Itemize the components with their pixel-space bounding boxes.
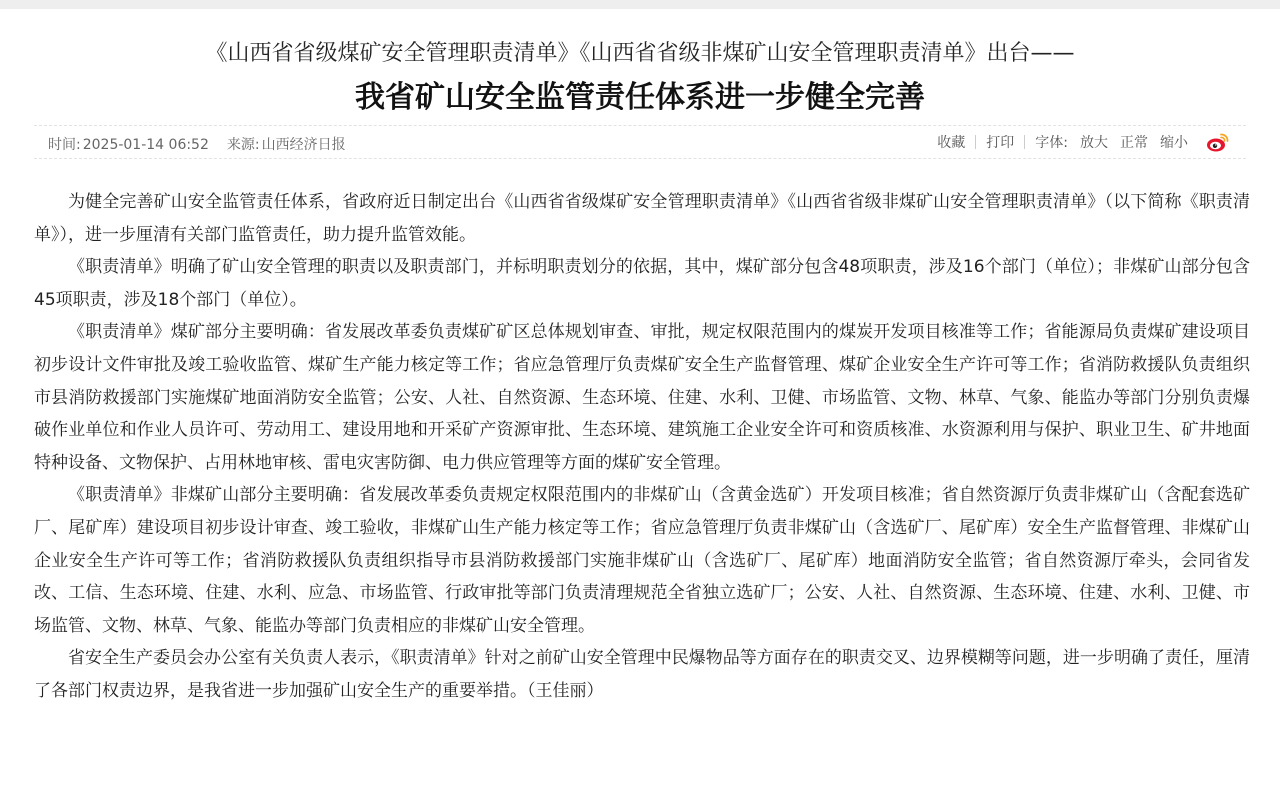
font-small-button[interactable]: 缩小 bbox=[1160, 135, 1188, 151]
time-label: 时间: bbox=[48, 137, 81, 153]
source-label: 来源: bbox=[226, 137, 260, 153]
paragraph: 《职责清单》非煤矿山部分主要明确：省发展改革委负责规定权限范围内的非煤矿山（含黄金选矿）开发项目核准；省自然资源厅负责非煤矿山（含配套选矿厂、尾矿库）建设项目初步设计审查、竣工验收，非煤矿山生产能力核定等工作；省应急管理厅负责非煤矿山（含选矿厂、尾矿库）安全生产监督管理、非煤矿山企业安全生产许可等工作；省消防救援队负责组织指导市县消防救援部门实施非煤矿山（含选矿厂、尾矿库）地面消防安全监管；省自然资源厅牵头，会同省发改、工信、生态环境、住建、水利、应急、市场监管、行政审批等部门负责清理规范全省独立选矿厂；公安、人社、自然资源、生态环境、住建、水利、卫健、市场监管、文物、林草、气象、能监办等部门负责相应的非煤矿山安全管理。 bbox=[34, 485, 1250, 636]
article-title: 我省矿山安全监管责任体系进一步健全完善 bbox=[355, 80, 925, 115]
paragraph: 《职责清单》煤矿部分主要明确：省发展改革委负责煤矿矿区总体规划审查、审批，规定权限范围内的煤炭开发项目核准等工作；省能源局负责煤矿建设项目初步设计文件审批及竣工验收监管、煤矿生产能力核定等工作；省应急管理厅负责煤矿安全生产监督管理、煤矿企业安全生产许可等工作；省消防救援队负责组织市县消防救援部门实施煤矿地面消防安全监管；公安、人社、自然资源、生态环境、住建、水利、卫健、市场监管、文物、林草、气象、能监办等部门分别负责爆破作业单位和作业人员许可、劳动用工、建设用地和开采矿产资源审批、生态环境、建筑施工企业安全许可和资质核准、水资源利用与保护、职业卫生、矿井地面特种设备、文物保护、占用林地审核、雷电灾害防御、电力供应管理等方面的煤矿安全管理。 bbox=[34, 322, 1250, 473]
article-subtitle: 《山西省省级煤矿安全管理职责清单》《山西省省级非煤矿山安全管理职责清单》出台—— bbox=[205, 41, 1075, 66]
article-meta bbox=[48, 134, 348, 154]
time-value: 2025-01-14 06:52 bbox=[82, 137, 209, 153]
article-meta-bar bbox=[34, 125, 1246, 159]
tool-divider bbox=[975, 135, 976, 149]
article-body bbox=[34, 186, 1250, 708]
paragraph: 《职责清单》明确了矿山安全管理的职责以及职责部门，并标明职责划分的依据，其中，煤矿部分包含48项职责，涉及16个部门（单位）；非煤矿山部分包含45项职责，涉及18个部门（单位）。 bbox=[34, 257, 1250, 310]
source-value: 山西经济日报 bbox=[261, 137, 346, 153]
top-band bbox=[0, 0, 1280, 9]
article-tools bbox=[937, 131, 1230, 153]
font-normal-button[interactable]: 正常 bbox=[1120, 135, 1148, 151]
tool-divider bbox=[1024, 135, 1025, 149]
weibo-icon[interactable] bbox=[1206, 131, 1230, 153]
favorite-button[interactable]: 收藏 bbox=[937, 135, 966, 151]
paragraph: 省安全生产委员会办公室有关负责人表示，《职责清单》针对之前矿山安全管理中民爆物品等方面存在的职责交叉、边界模糊等问题，进一步明确了责任，厘清了各部门权责边界，是我省进一步加强矿山安全生产的重要举措。（王佳丽） bbox=[34, 648, 1250, 701]
font-large-button[interactable]: 放大 bbox=[1080, 135, 1108, 151]
article bbox=[0, 9, 1280, 118]
print-button[interactable]: 打印 bbox=[986, 135, 1015, 151]
paragraph: 为健全完善矿山安全监管责任体系，省政府近日制定出台《山西省省级煤矿安全管理职责清单》《山西省省级非煤矿山安全管理职责清单》（以下简称《职责清单》），进一步厘清有关部门监管责任，助力提升监管效能。 bbox=[34, 192, 1250, 245]
font-size-label: 字体: bbox=[1035, 135, 1068, 151]
